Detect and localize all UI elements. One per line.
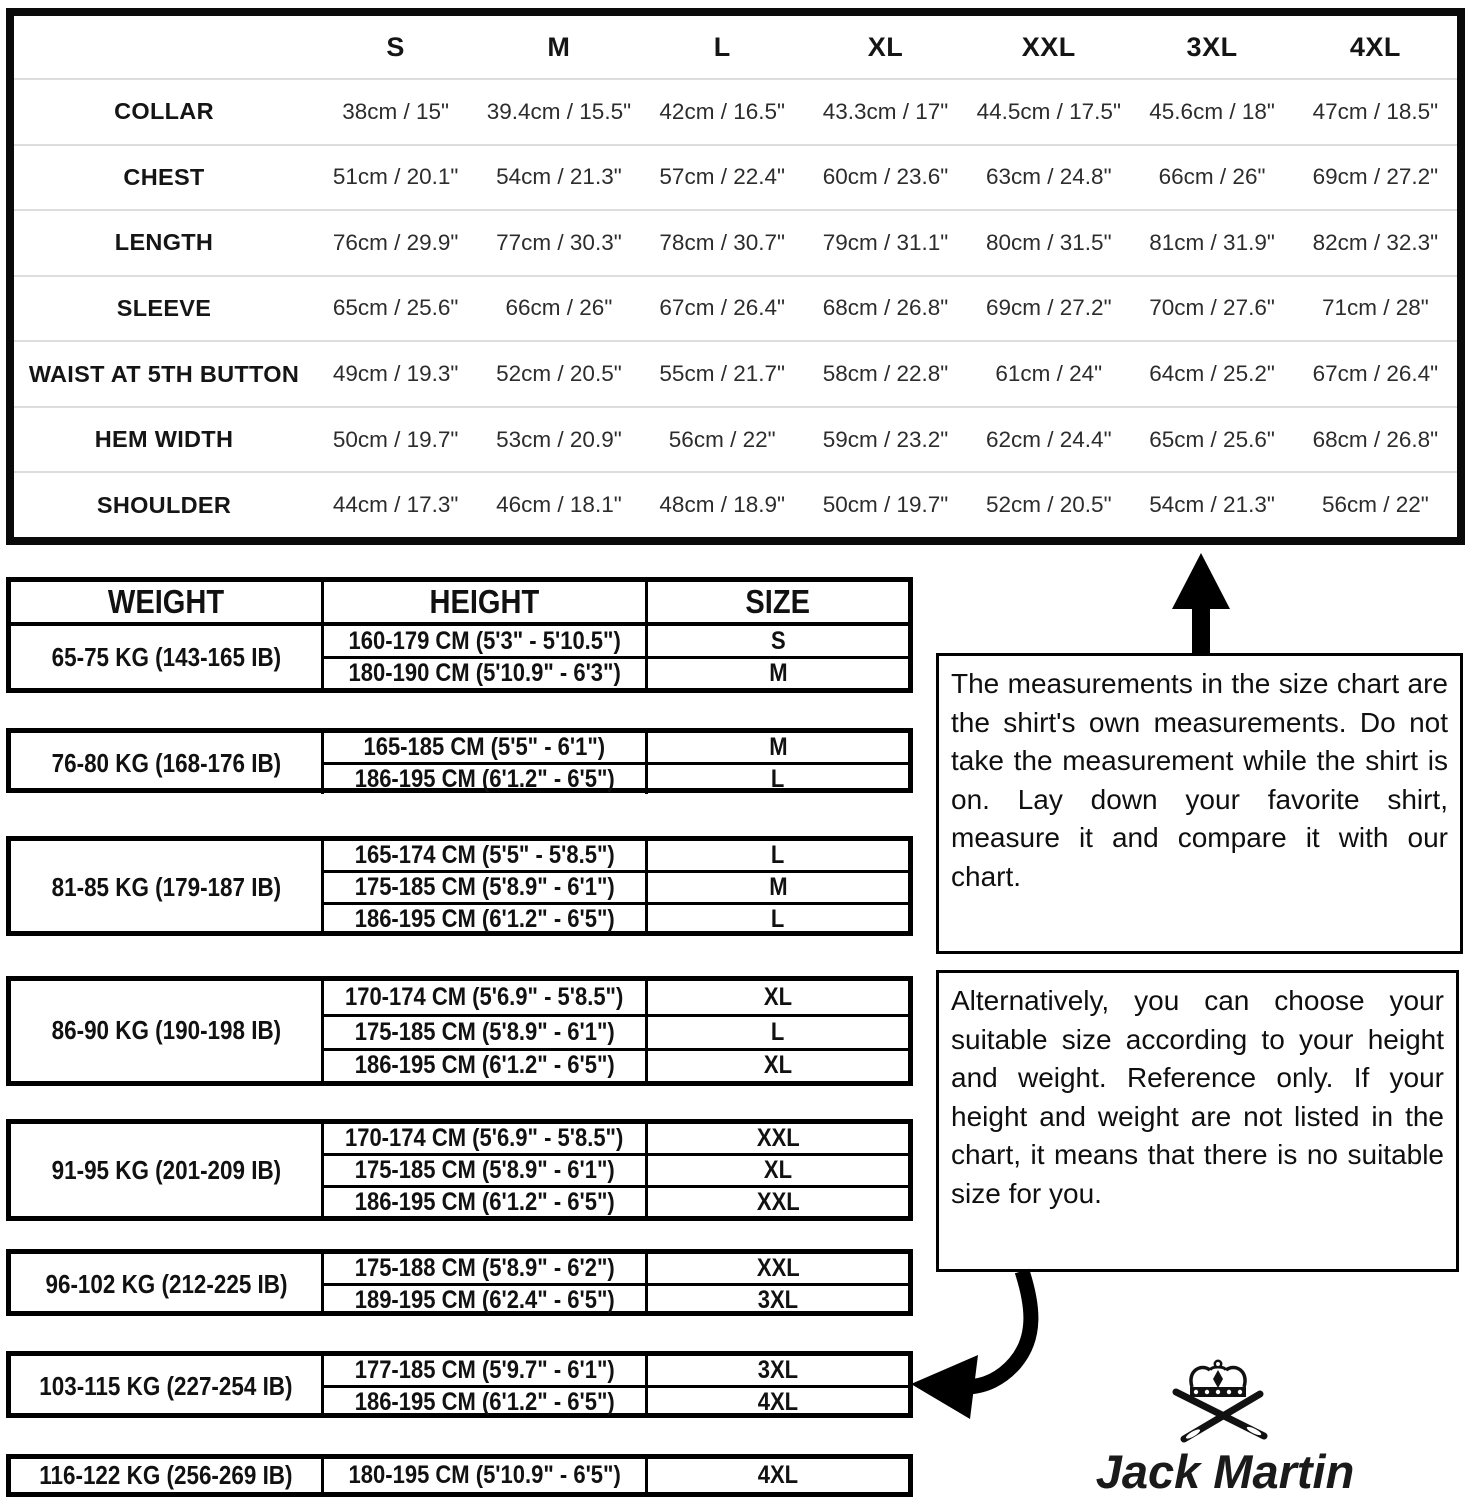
size-chart-value-cell: 43.3cm / 17" [804, 78, 967, 144]
fit-weight-cell [11, 841, 321, 934]
fit-header-weight-label: WEIGHT [107, 583, 225, 620]
size-chart-value-cell: 49cm / 19.3" [314, 340, 477, 406]
fit-size-cell-label: L [771, 1017, 785, 1046]
size-chart-value-cell: 57cm / 22.4" [641, 144, 804, 210]
fit-size-cell [645, 841, 908, 870]
size-chart-value-cell: 52cm / 20.5" [967, 471, 1130, 537]
fit-weight-cell-label: 81-85 KG (179-187 IB) [51, 874, 281, 902]
size-chart-row-label: CHEST [14, 144, 314, 210]
size-chart-value-cell: 54cm / 21.3" [477, 144, 640, 210]
fit-size-cell [645, 733, 908, 762]
fit-height-cell [321, 1185, 645, 1217]
fit-table-group [6, 1249, 913, 1316]
fit-header-size-label: SIZE [745, 583, 811, 620]
size-chart-value-cell: 76cm / 29.9" [314, 209, 477, 275]
fit-size-cell-label: XL [763, 1051, 793, 1080]
size-chart-value-cell: 69cm / 27.2" [1294, 144, 1457, 210]
size-chart-value-cell: 50cm / 19.7" [804, 471, 967, 537]
fit-size-cell [645, 1283, 908, 1315]
fit-height-cell [321, 656, 645, 688]
fit-size-cell [645, 1254, 908, 1283]
size-chart-row-label: LENGTH [14, 209, 314, 275]
size-chart-value-cell: 68cm / 26.8" [1294, 406, 1457, 472]
fit-size-cell [645, 981, 908, 1014]
fit-height-cell [321, 1356, 645, 1385]
size-chart-header-cell: 4XL [1349, 31, 1401, 62]
fit-size-cell-label: M [768, 659, 788, 687]
size-chart-value-cell: 81cm / 31.9" [1130, 209, 1293, 275]
up-arrow-icon [1172, 553, 1230, 655]
fit-height-cell [321, 1153, 645, 1185]
fit-header-size [645, 582, 908, 626]
fit-size-cell-label: M [768, 873, 788, 901]
fit-size-cell [645, 902, 908, 934]
size-chart-value-cell: 77cm / 30.3" [477, 209, 640, 275]
size-chart-header-cell: XL [867, 31, 904, 62]
fit-size-cell-label: 3XL [757, 1286, 799, 1314]
fit-table-group [6, 577, 913, 693]
fit-size-cell [645, 1459, 908, 1492]
fit-height-cell-label: 175-185 CM (5'8.9" - 6'1") [354, 1156, 615, 1184]
size-chart-value-cell: 47cm / 18.5" [1294, 78, 1457, 144]
brand-name: Jack Martin [1095, 1445, 1355, 1498]
size-chart-value-cell: 39.4cm / 15.5" [477, 78, 640, 144]
fit-size-cell [645, 626, 908, 656]
size-chart-value-cell: 71cm / 28" [1294, 275, 1457, 341]
size-chart-row-label: HEM WIDTH [14, 406, 314, 472]
size-chart-value-cell: 66cm / 26" [477, 275, 640, 341]
fit-height-cell-label: 175-185 CM (5'8.9" - 6'1") [354, 1017, 615, 1046]
fit-height-cell-label: 186-195 CM (6'1.2" - 6'5") [354, 1388, 615, 1416]
size-chart-header-cell: M [547, 31, 571, 62]
fit-size-cell [645, 1385, 908, 1417]
fit-height-cell [321, 626, 645, 656]
size-chart-value-cell: 44.5cm / 17.5" [967, 78, 1130, 144]
size-chart-value-cell: 68cm / 26.8" [804, 275, 967, 341]
fit-height-cell-label: 170-174 CM (5'6.9" - 5'8.5") [345, 983, 624, 1012]
fit-table-group [6, 976, 913, 1086]
fit-height-cell [321, 1283, 645, 1315]
size-chart-value-cell: 79cm / 31.1" [804, 209, 967, 275]
fit-size-cell [645, 870, 908, 902]
fit-table-group [6, 1351, 913, 1418]
size-chart-header-cell: XXL [1021, 31, 1076, 62]
size-chart-value-cell: 67cm / 26.4" [641, 275, 804, 341]
fit-table-group [6, 1119, 913, 1221]
size-chart-value-cell: 48cm / 18.9" [641, 471, 804, 537]
fit-height-cell-label: 186-195 CM (6'1.2" - 6'5") [354, 905, 615, 933]
size-chart-value-cell: 44cm / 17.3" [314, 471, 477, 537]
size-chart-value-cell: 60cm / 23.6" [804, 144, 967, 210]
fit-height-cell [321, 981, 645, 1014]
size-chart-value-cell: 58cm / 22.8" [804, 340, 967, 406]
fit-size-cell-label: L [771, 841, 785, 869]
fit-height-cell-label: 186-195 CM (6'1.2" - 6'5") [354, 765, 615, 793]
fit-weight-cell [11, 1459, 321, 1492]
note-measure-text: The measurements in the size chart are the shirt's own measurements. Do not take the measurement while the shirt is on. Lay down your favorite shirt, measure it and compare it with our chart. [951, 668, 1448, 892]
size-chart-value-cell: 56cm / 22" [641, 406, 804, 472]
size-chart-value-cell: 59cm / 23.2" [804, 406, 967, 472]
size-chart-value-cell: 65cm / 25.6" [1130, 406, 1293, 472]
fit-size-cell [645, 762, 908, 794]
fit-height-cell [321, 1254, 645, 1283]
fit-height-cell [321, 1048, 645, 1081]
fit-height-cell [321, 1385, 645, 1417]
size-chart-value-cell: 46cm / 18.1" [477, 471, 640, 537]
fit-table-group [6, 728, 913, 793]
fit-weight-cell-label: 116-122 KG (256-269 IB) [39, 1462, 293, 1490]
fit-height-cell [321, 870, 645, 902]
fit-height-cell [321, 841, 645, 870]
fit-weight-cell-label: 91-95 KG (201-209 IB) [51, 1157, 281, 1185]
fit-header-height [321, 582, 645, 626]
size-chart-corner [14, 16, 314, 78]
size-chart-value-cell: 78cm / 30.7" [641, 209, 804, 275]
fit-height-cell [321, 762, 645, 794]
fit-height-cell-label: 165-174 CM (5'5" - 5'8.5") [354, 841, 615, 869]
curved-arrow-icon [903, 1263, 1048, 1423]
fit-height-cell-label: 189-195 CM (6'2.4" - 6'5") [354, 1286, 615, 1314]
fit-size-cell-label: 3XL [757, 1356, 799, 1384]
size-chart-value-cell: 55cm / 21.7" [641, 340, 804, 406]
fit-header-weight [11, 582, 321, 626]
fit-size-cell [645, 1185, 908, 1217]
size-chart-table [6, 8, 1465, 545]
fit-weight-cell [11, 981, 321, 1081]
size-chart-value-cell: 38cm / 15" [314, 78, 477, 144]
fit-size-cell [645, 1356, 908, 1385]
fit-size-cell-label: L [771, 765, 785, 793]
size-chart-row-label: WAIST AT 5TH BUTTON [14, 340, 314, 406]
fit-weight-cell [11, 1356, 321, 1417]
fit-height-cell-label: 165-185 CM (5'5" - 6'1") [363, 733, 606, 761]
size-chart-value-cell: 45.6cm / 18" [1130, 78, 1293, 144]
size-chart-value-cell: 51cm / 20.1" [314, 144, 477, 210]
size-chart-row-label: COLLAR [14, 78, 314, 144]
fit-table-group [6, 1454, 913, 1497]
size-chart-value-cell: 54cm / 21.3" [1130, 471, 1293, 537]
fit-weight-cell [11, 1254, 321, 1315]
size-chart-value-cell: 61cm / 24" [967, 340, 1130, 406]
size-chart-row-label: SHOULDER [14, 471, 314, 537]
fit-size-cell-label: XXL [756, 1254, 800, 1282]
fit-weight-cell [11, 1124, 321, 1217]
size-chart-value-cell: 52cm / 20.5" [477, 340, 640, 406]
fit-height-cell-label: 160-179 CM (5'3" - 5'10.5") [348, 626, 621, 655]
fit-weight-cell-label: 96-102 KG (212-225 IB) [44, 1271, 287, 1299]
crown-crossed-needles-icon [1160, 1358, 1276, 1446]
fit-table-group [6, 836, 913, 936]
fit-height-cell-label: 186-195 CM (6'1.2" - 6'5") [354, 1051, 615, 1080]
size-chart-value-cell: 69cm / 27.2" [967, 275, 1130, 341]
size-chart-value-cell: 70cm / 27.6" [1130, 275, 1293, 341]
fit-weight-cell [11, 733, 321, 794]
fit-size-cell-label: XXL [756, 1124, 800, 1152]
note-alternative-text: Alternatively, you can choose your suitable size according to your height and weight. Reference only. If your height and weight are not listed in the chart, it means that there is no suitable size for you. [951, 985, 1444, 1209]
size-chart-value-cell: 42cm / 16.5" [641, 78, 804, 144]
size-chart-value-cell: 63cm / 24.8" [967, 144, 1130, 210]
note-box-measure [936, 653, 1463, 954]
fit-size-cell [645, 1124, 908, 1153]
size-chart-value-cell: 66cm / 26" [1130, 144, 1293, 210]
fit-weight-cell-label: 65-75 KG (143-165 IB) [51, 643, 281, 672]
fit-size-cell [645, 1153, 908, 1185]
fit-height-cell-label: 186-195 CM (6'1.2" - 6'5") [354, 1188, 615, 1216]
size-chart-value-cell: 62cm / 24.4" [967, 406, 1130, 472]
fit-weight-cell-label: 86-90 KG (190-198 IB) [51, 1017, 281, 1046]
fit-height-cell [321, 1459, 645, 1492]
fit-height-cell [321, 1014, 645, 1047]
size-chart-value-cell: 65cm / 25.6" [314, 275, 477, 341]
fit-weight-cell-label: 103-115 KG (227-254 IB) [39, 1373, 293, 1401]
fit-size-cell-label: XL [763, 983, 793, 1012]
size-chart-header-cell: 3XL [1186, 31, 1238, 62]
fit-size-cell-label: 4XL [757, 1461, 799, 1489]
size-chart-value-cell: 64cm / 25.2" [1130, 340, 1293, 406]
note-box-alternative [936, 970, 1459, 1272]
size-chart-value-cell: 82cm / 32.3" [1294, 209, 1457, 275]
fit-header-height-label: HEIGHT [429, 583, 540, 620]
fit-height-cell-label: 170-174 CM (5'6.9" - 5'8.5") [345, 1124, 624, 1152]
fit-weight-cell [11, 626, 321, 688]
size-chart-value-cell: 56cm / 22" [1294, 471, 1457, 537]
fit-height-cell-label: 180-195 CM (5'10.9" - 6'5") [348, 1461, 621, 1489]
fit-height-cell [321, 733, 645, 762]
size-chart-row-label: SLEEVE [14, 275, 314, 341]
fit-size-cell-label: XXL [756, 1188, 800, 1216]
fit-height-cell [321, 1124, 645, 1153]
fit-height-cell-label: 177-185 CM (5'9.7" - 6'1") [354, 1356, 615, 1384]
fit-height-cell [321, 902, 645, 934]
size-chart-value-cell: 50cm / 19.7" [314, 406, 477, 472]
size-chart-value-cell: 53cm / 20.9" [477, 406, 640, 472]
fit-size-cell-label: XL [763, 1156, 793, 1184]
fit-size-cell [645, 656, 908, 688]
fit-size-cell [645, 1014, 908, 1047]
fit-size-cell [645, 1048, 908, 1081]
fit-size-cell-label: S [770, 626, 786, 655]
size-chart-value-cell: 80cm / 31.5" [967, 209, 1130, 275]
fit-size-cell-label: L [771, 905, 785, 933]
fit-size-cell-label: M [768, 733, 788, 761]
fit-height-cell-label: 175-185 CM (5'8.9" - 6'1") [354, 873, 615, 901]
fit-size-cell-label: 4XL [757, 1388, 799, 1416]
size-chart-value-cell: 67cm / 26.4" [1294, 340, 1457, 406]
size-chart-header-cell: L [713, 31, 731, 62]
fit-height-cell-label: 175-188 CM (5'8.9" - 6'2") [354, 1254, 615, 1282]
size-chart-header-cell: S [386, 31, 405, 62]
fit-height-cell-label: 180-190 CM (5'10.9" - 6'3") [348, 659, 621, 687]
fit-weight-cell-label: 76-80 KG (168-176 IB) [51, 750, 281, 778]
